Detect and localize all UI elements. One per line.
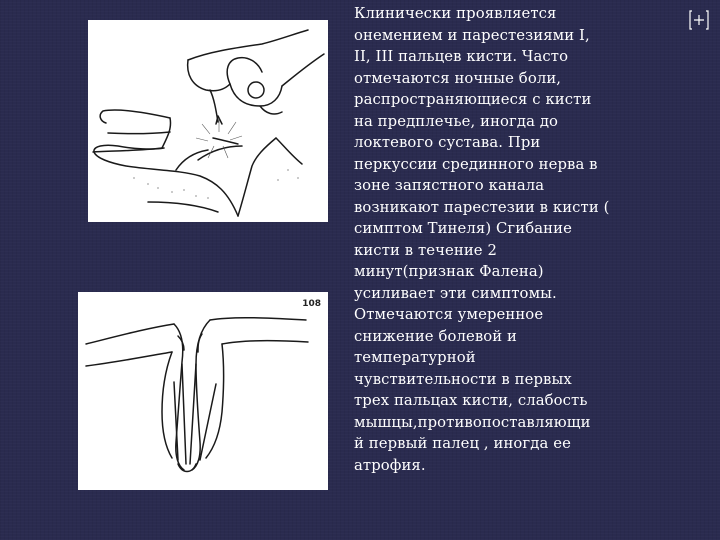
wrist-flexion-icon (78, 292, 328, 490)
figure-number: 108 (302, 299, 321, 309)
slide-body-text: Клинически проявляется онемением и парестезиями I, II, III пальцев кисти. Часто отмечаются ночные боли, распространяющиеся с кисти на предплечье, иногда до локтевого сустава. При перкуссии срединного нерва в зоне запястного канала возникают парестезии в кисти ( симптом Тинеля) Сгибание кисти в течение 2 минут(признак Фалена) усиливает эти симптомы. Отмечаются умеренное снижение болевой и температурной чувствительности в первых трех пальцах кисти, слабость мышцы,противопоставляющи й первый палец , иногда ее атрофия. (354, 5, 610, 474)
tinel-sign-illustration (88, 20, 328, 222)
bracket-plus-icon (688, 9, 710, 31)
phalen-test-illustration (78, 292, 328, 490)
hand-percussion-icon (88, 20, 328, 222)
